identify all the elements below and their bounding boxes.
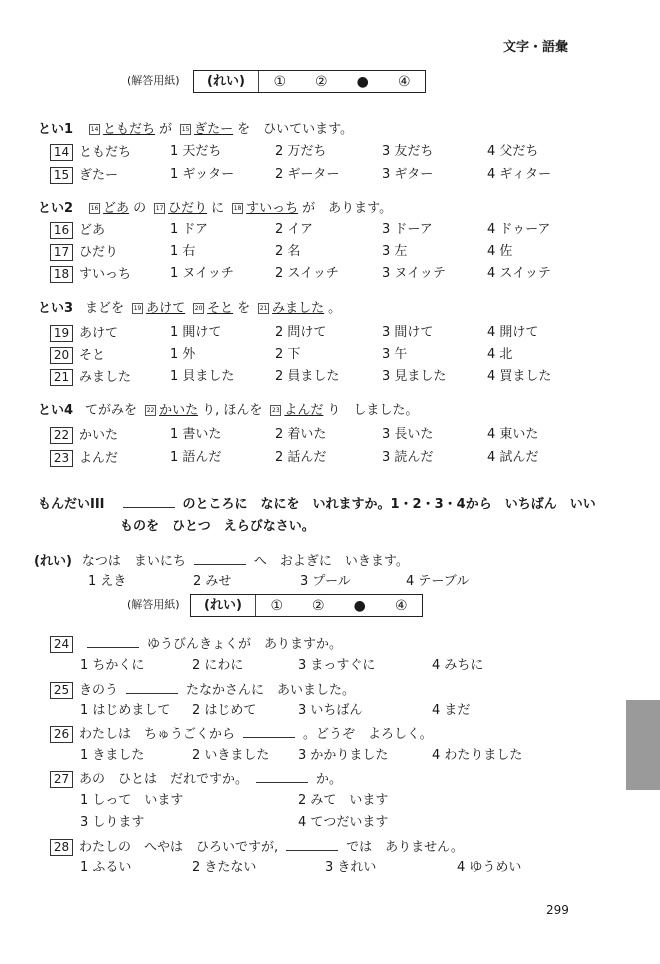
question-word: ひだり <box>79 245 119 260</box>
question-item <box>50 347 105 364</box>
page-number: 299 <box>546 903 569 917</box>
answer-option[interactable]: 2 員ました <box>275 369 340 384</box>
blank-number-box: 21 <box>259 305 268 312</box>
question-word: あけて <box>79 326 119 341</box>
blank-number-box: 20 <box>194 305 203 312</box>
sentence-text: か。 <box>316 772 343 787</box>
sentence-text: を ひいています。 <box>237 122 354 137</box>
answer-bubble: ① <box>270 597 284 614</box>
answer-option[interactable]: 2 万だち <box>275 144 327 159</box>
answer-option[interactable]: 3 きれい <box>325 860 377 875</box>
example-option: 2 みせ <box>193 574 232 589</box>
underlined-word: ぎたー <box>194 122 234 137</box>
filled-bubble: ● <box>356 73 369 90</box>
answer-option[interactable]: 1 閧けて <box>170 325 222 340</box>
question-item <box>50 725 433 743</box>
answer-option[interactable]: 4 買ました <box>487 369 552 384</box>
answer-option[interactable]: 3 読んだ <box>382 450 434 465</box>
answer-option[interactable]: 1 ギッター <box>170 167 235 182</box>
sentence-text: では ありません。 <box>346 840 464 855</box>
blank-number-box: 15 <box>181 126 190 133</box>
answer-option[interactable]: 2 みて います <box>298 793 389 808</box>
underlined-word: よんだ <box>284 403 324 418</box>
answer-option[interactable]: 2 下 <box>275 347 301 362</box>
question-word: ぎたー <box>79 168 119 183</box>
blank-line <box>286 838 338 851</box>
answer-bubble: ① <box>273 73 287 90</box>
answer-option[interactable]: 2 いきました <box>192 748 270 763</box>
underlined-word: ひだり <box>168 201 208 216</box>
underlined-word: どあ <box>103 201 130 216</box>
question-number-box: 14 <box>50 144 73 161</box>
example-label: (れい) <box>34 554 72 569</box>
answer-option[interactable]: 1 しって います <box>80 793 184 808</box>
answer-option[interactable]: 3 かかりました <box>298 748 389 763</box>
question-word: すいっち <box>79 267 132 282</box>
answer-option[interactable]: 3 いちばん <box>298 703 363 718</box>
answer-option[interactable]: 4 試んだ <box>487 450 539 465</box>
sentence-text: り しました。 <box>327 403 419 418</box>
answer-option[interactable]: 4 わたりました <box>432 748 523 763</box>
answer-option[interactable]: 2 着いた <box>275 427 327 442</box>
answer-option[interactable]: 3 午 <box>382 347 408 362</box>
underlined-word: そと <box>207 301 234 316</box>
answer-option[interactable]: 4 ゆうめい <box>457 860 522 875</box>
answer-sheet-rei: (れい) <box>191 595 256 616</box>
question-item <box>50 325 118 342</box>
section-title: 文字・語彙 <box>502 40 568 55</box>
blank-line <box>256 770 308 783</box>
question-item <box>50 266 131 283</box>
answer-option[interactable]: 3 ギター <box>382 167 434 182</box>
underlined-word: みました <box>272 301 325 316</box>
sentence-text: に <box>211 201 225 216</box>
answer-option[interactable]: 4 父だち <box>487 144 539 159</box>
answer-option[interactable]: 1 はじめまして <box>80 703 171 718</box>
answer-option[interactable]: 1 語んだ <box>170 450 222 465</box>
answer-option[interactable]: 1 右 <box>170 244 196 259</box>
question-number-box: 19 <box>50 325 73 342</box>
question-item <box>50 770 342 788</box>
answer-option[interactable]: 2 問けて <box>275 325 327 340</box>
answer-option[interactable]: 4 みちに <box>432 658 484 673</box>
blank-number-box: 22 <box>146 407 155 414</box>
question-item <box>50 244 118 261</box>
question-number-box: 21 <box>50 369 73 386</box>
blank-line <box>123 495 175 508</box>
blank-number-box: 14 <box>90 126 99 133</box>
sentence-text: わたしの へやは ひろいですが, <box>79 840 279 855</box>
question-number-box: 28 <box>50 839 73 856</box>
question-label: とい1 <box>38 122 74 137</box>
blank-number-box: 19 <box>133 305 142 312</box>
answer-bubble: ④ <box>394 597 408 614</box>
answer-option[interactable]: 1 きました <box>80 748 145 763</box>
chapter-tab <box>626 700 660 790</box>
answer-bubble: ② <box>311 597 325 614</box>
part3-title: もんだいIII <box>38 497 105 512</box>
filled-bubble: ● <box>353 597 366 614</box>
answer-option[interactable]: 3 しります <box>80 815 145 830</box>
sentence-text: あの ひとは だれですか。 <box>79 772 249 787</box>
question-number-box: 27 <box>50 771 73 788</box>
answer-option[interactable]: 1 外 <box>170 347 196 362</box>
answer-option[interactable]: 1 ふるい <box>80 860 132 875</box>
answer-option[interactable]: 1 天だち <box>170 144 222 159</box>
answer-sheet-example <box>190 594 423 617</box>
answer-sheet-label: (解答用紙) <box>127 74 180 87</box>
answer-option[interactable]: 2 話んだ <box>275 450 327 465</box>
sentence-text: 。 <box>328 301 342 316</box>
question-item <box>50 222 105 239</box>
example-option: 4 テーブル <box>406 574 470 589</box>
example-sentence <box>34 552 409 570</box>
blank-line <box>243 725 295 738</box>
answer-option[interactable]: 3 見ました <box>382 369 447 384</box>
answer-option[interactable]: 3 ドーア <box>382 222 433 237</box>
answer-option[interactable]: 2 スイッチ <box>275 266 339 281</box>
underlined-word: あけて <box>146 301 186 316</box>
example-option: 1 えき <box>88 574 127 589</box>
question-number-box: 24 <box>50 636 73 653</box>
sentence-text: り, ほんを <box>202 403 263 418</box>
answer-option[interactable]: 1 ドア <box>170 222 209 237</box>
answer-option[interactable]: 4 開けて <box>487 325 539 340</box>
answer-option[interactable]: 4 ドゥーア <box>487 222 551 237</box>
question-label: とい4 <box>38 403 74 418</box>
question-number-box: 22 <box>50 427 73 444</box>
question-number-box: 16 <box>50 222 73 239</box>
example-option: 3 プール <box>300 574 351 589</box>
answer-option[interactable]: 3 友だち <box>382 144 434 159</box>
answer-option[interactable]: 4 てつだいます <box>298 815 389 830</box>
answer-option[interactable]: 3 ヌイッテ <box>382 266 446 281</box>
answer-option[interactable]: 4 北 <box>487 347 513 362</box>
sentence-text: へ およぎに いきます。 <box>253 554 409 569</box>
blank-number-box: 17 <box>155 205 164 212</box>
answer-option[interactable]: 4 まだ <box>432 703 471 718</box>
question-word: よんだ <box>79 451 119 466</box>
blank-number-box: 18 <box>233 205 242 212</box>
answer-sheet-rei: (れい) <box>194 71 259 92</box>
sentence-text: ゆうびんきょくが ありますか。 <box>147 637 343 652</box>
answer-option[interactable]: 2 にわに <box>192 658 244 673</box>
question-item <box>50 369 131 386</box>
question-sentence <box>38 301 341 317</box>
underlined-word: かいた <box>159 403 199 418</box>
question-word: かいた <box>79 428 119 443</box>
question-number-box: 17 <box>50 244 73 261</box>
sentence-text: が あります。 <box>302 201 393 216</box>
question-sentence <box>38 403 418 419</box>
answer-option[interactable]: 1 貝ました <box>170 369 235 384</box>
instruction-text: ものを ひとつ えらびなさい。 <box>120 519 315 534</box>
answer-option[interactable]: 3 間けて <box>382 325 434 340</box>
blank-line <box>194 552 246 565</box>
question-item <box>50 450 118 467</box>
blank-number-box: 16 <box>90 205 99 212</box>
answer-bubble: ② <box>314 73 328 90</box>
answer-option[interactable]: 2 名 <box>275 244 301 259</box>
answer-option[interactable]: 4 東いた <box>487 427 539 442</box>
answer-option[interactable]: 3 まっすぐに <box>298 658 376 673</box>
underlined-word: すいっち <box>246 201 299 216</box>
sentence-text: てがみを <box>85 403 138 418</box>
blank-number-box: 23 <box>272 407 280 414</box>
answer-option[interactable]: 3 長いた <box>382 427 434 442</box>
sentence-text: まどを <box>85 301 125 316</box>
question-item <box>50 838 464 856</box>
question-number-box: 25 <box>50 682 73 699</box>
sentence-text: が <box>159 122 173 137</box>
answer-option[interactable]: 1 ちかくに <box>80 658 145 673</box>
question-sentence <box>38 122 353 138</box>
answer-option[interactable]: 2 きたない <box>192 860 257 875</box>
question-word: そと <box>79 348 106 363</box>
question-number-box: 20 <box>50 347 73 364</box>
sentence-text: たなかさんに あいました。 <box>186 683 356 698</box>
question-number-box: 23 <box>50 450 73 467</box>
question-item <box>50 635 342 653</box>
answer-option[interactable]: 4 ギィター <box>487 167 552 182</box>
sentence-text: 。どうぞ よろしく。 <box>303 727 433 742</box>
question-item <box>50 681 355 699</box>
question-label: とい2 <box>38 201 74 216</box>
answer-bubble: ④ <box>397 73 411 90</box>
sentence-text: きのう <box>79 683 119 698</box>
part3-instruction <box>38 495 596 513</box>
question-item <box>50 427 118 444</box>
answer-option[interactable]: 4 スイッテ <box>487 266 551 281</box>
underlined-word: ともだち <box>103 122 156 137</box>
question-item <box>50 144 131 161</box>
answer-option[interactable]: 2 はじめて <box>192 703 257 718</box>
answer-option[interactable]: 1 書いた <box>170 427 222 442</box>
question-number-box: 18 <box>50 266 73 283</box>
answer-option[interactable]: 1 ヌイッチ <box>170 266 234 281</box>
question-item <box>50 167 118 184</box>
answer-sheet-label: (解答用紙) <box>127 598 180 611</box>
sentence-text: の <box>133 201 147 216</box>
sentence-text: わたしは ちゅうごくから <box>79 727 236 742</box>
answer-option[interactable]: 3 左 <box>382 244 408 259</box>
question-word: みました <box>79 370 132 385</box>
answer-option[interactable]: 2 イア <box>275 222 314 237</box>
question-number-box: 15 <box>50 167 73 184</box>
question-word: ともだち <box>79 145 132 160</box>
instruction-text: のところに なにを いれますか。1・2・3・4から いちばん いい <box>182 497 596 512</box>
answer-option[interactable]: 2 ギーター <box>275 167 340 182</box>
sentence-text: を <box>237 301 251 316</box>
question-word: どあ <box>79 223 106 238</box>
blank-line <box>87 635 139 648</box>
answer-option[interactable]: 4 佐 <box>487 244 513 259</box>
sentence-text: なつは まいにち <box>81 554 186 569</box>
question-number-box: 26 <box>50 726 73 743</box>
answer-sheet-example <box>193 70 426 93</box>
question-sentence <box>38 201 392 217</box>
blank-line <box>126 681 178 694</box>
question-label: とい3 <box>38 301 74 316</box>
